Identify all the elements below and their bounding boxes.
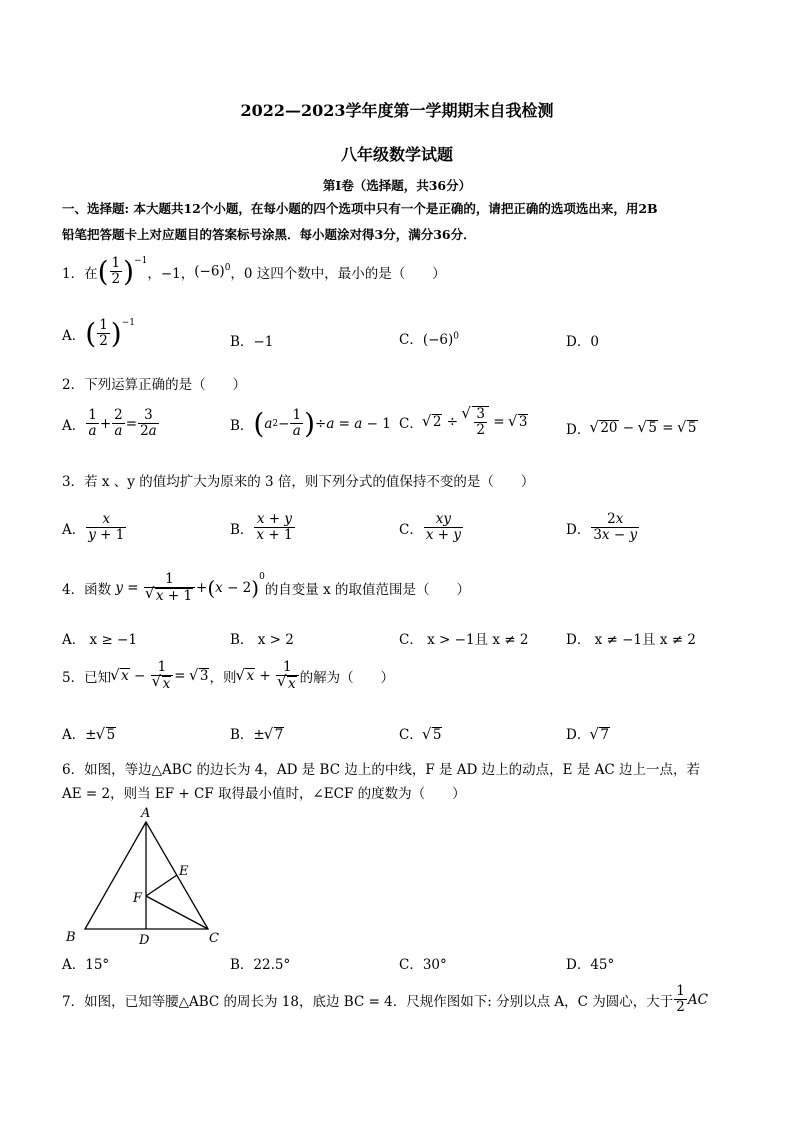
q2-option-b-label: B． (230, 417, 254, 434)
label-c: C (209, 931, 219, 946)
q4-pre: 4．函数 (62, 582, 112, 598)
q7-text: 7．如图，已知等腰△ABC 的周长为 18，底边 BC = 4．尺规作图如下: 分别以点 A，C 为圆心，大于 (62, 993, 674, 1010)
section-instructions-line1: 一、选择题: 本大题共12个小题，在每小题的四个选项中只有一个是正确的，请把正确的选项选出来，用2B (62, 201, 658, 216)
q1-text: ，−1， (147, 265, 195, 282)
q6-option-b[interactable]: B．22.5° (230, 957, 291, 973)
q2-option-d[interactable]: D． √ 20 − √ 5 = √ 5 (566, 418, 698, 438)
label-b: B (66, 930, 76, 945)
q2-option-c-label: C． (399, 416, 423, 432)
q3-option-b-label: B． (230, 521, 254, 538)
q5-pre: 5．已知 (62, 670, 112, 686)
q3-option-d[interactable]: D． $\frac{2x}{3x - y}$ (566, 511, 638, 543)
q4-post: 的自变量 x 的取值范围是（ ） (264, 582, 471, 598)
q1-option-d[interactable]: D．0 (566, 334, 599, 350)
exam-subtitle: 八年级数学试题 (340, 145, 453, 164)
q5-post: 的解为（ ） (299, 670, 395, 686)
q3-option-a-label: A． (62, 521, 86, 538)
q5-option-b-label: B．± (230, 727, 265, 743)
q2-option-b[interactable]: B． ( a 2 − $\frac{1}{a}$ ) ÷ a = a − 1 (230, 406, 391, 440)
q5-option-c[interactable]: C．√ 5 (399, 723, 442, 743)
q3-option-c-label: C． (399, 521, 423, 538)
label-f: F (133, 891, 143, 906)
q1-option-c[interactable]: C．$(-6)^0$ (399, 331, 460, 348)
q1-option-a-label: A． (62, 327, 86, 344)
q2-option-a-label: A． (62, 417, 86, 434)
q6-option-d[interactable]: D．45° (566, 957, 615, 973)
q5-option-a-label: A．± (62, 727, 97, 743)
q1-option-b[interactable]: B．−1 (230, 334, 274, 350)
q5-option-c-label: C． (399, 727, 423, 743)
q4-option-d[interactable]: D． x ≠ −1且 x ≠ 2 (566, 632, 696, 648)
q7-tail: AC (687, 991, 708, 1008)
q4-option-c[interactable]: C． x > −1且 x ≠ 2 (399, 632, 529, 648)
q3-option-b[interactable]: B． $\frac{x + y}{x + 1}$ (230, 511, 293, 543)
question-1-stem (62, 256, 446, 287)
label-e: E (179, 864, 189, 879)
q2-option-d-label: D． (566, 422, 591, 438)
question-7-line1: 7．如图，已知等腰△ABC 的周长为 18，底边 BC = 4．尺规作图如下: 分别以点 A，C 为圆心，大于 $\frac{1}{2}$ AC (62, 983, 708, 1015)
q4-option-b[interactable]: B． x > 2 (230, 632, 294, 648)
q5-option-a[interactable]: A．±√ 5 (62, 723, 116, 743)
q1-option-c-label: C． (399, 332, 423, 348)
q6-option-c[interactable]: C．30° (399, 957, 447, 973)
question-2-stem: 2．下列运算正确的是（ ） (62, 377, 247, 393)
q3-option-d-label: D． (566, 521, 591, 538)
exam-title: 2022—2023学年度第一学期期末自我检测 (240, 101, 554, 120)
q5-mid: ，则 (209, 670, 237, 686)
label-a: A (141, 806, 151, 821)
q1-expr-half-inverse: ( $\frac{1}{2}$ ) $^{-1}$ (97, 254, 148, 288)
question-6-line1: 6．如图，等边△ABC 的边长为 4，AD 是 BC 边上的中线，F 是 AD 边上的动点，E 是 AC 边上一点，若 (62, 762, 700, 778)
q2-option-c[interactable]: C． √ 2 ÷ √ $\frac{3}{2}$ = √ 3 (399, 406, 528, 438)
q5-option-b[interactable]: B．±√ 7 (230, 723, 284, 743)
q1-option-a[interactable]: A． ( $\frac{1}{2}$ ) $^{-1}$ (62, 316, 135, 350)
q4-option-a[interactable]: A． x ≥ −1 (62, 632, 137, 648)
q2-option-a[interactable]: A． $\frac{1}{a}$ + $\frac{2}{a}$ = $\frac{3}{2a}$ (62, 407, 157, 439)
label-d: D (139, 933, 150, 948)
section-instructions-line2: 铅笔把答题卡上对应题目的答案标号涂黑．每小题涂对得3分，满分36分． (62, 227, 476, 242)
q1-expr-neg6-zero: $(-6)^0$ (194, 263, 231, 280)
q5-option-d[interactable]: D．√ 7 (566, 723, 610, 743)
question-6-line2: AE = 2，则当 EF + CF 取得最小值时，∠ECF 的度数为（ ） (62, 786, 466, 802)
q6-triangle-figure (60, 802, 230, 950)
segment-fe (146, 875, 177, 896)
question-3-stem: 3．若 x 、y 的值均扩大为原来的 3 倍，则下列分式的值保持不变的是（ ） (62, 474, 535, 490)
q6-option-a[interactable]: A．15° (62, 957, 110, 973)
q5-option-d-label: D． (566, 727, 591, 743)
question-4-stem: 4．函数 y = 1 √ x + 1 + ( x − 2 ) $^0$ 的自变量 x 的取值范围是（ ） (62, 572, 470, 604)
question-5-stem: 5．已知 √ x − 1 √ x = √ 3 ，则 √ x + 1 √ x 的解为（ ） (62, 660, 394, 692)
q1-text2: ，0 这四个数中，最小的是（ ） (230, 265, 446, 282)
q3-option-c[interactable]: C． $\frac{xy}{x + y}$ (399, 511, 462, 543)
q3-option-a[interactable]: A． $\frac{x}{y + 1}$ (62, 511, 125, 543)
q1-number: 1．在 (62, 265, 98, 282)
part-heading: 第Ⅰ卷（选择题，共36分） (322, 178, 472, 193)
